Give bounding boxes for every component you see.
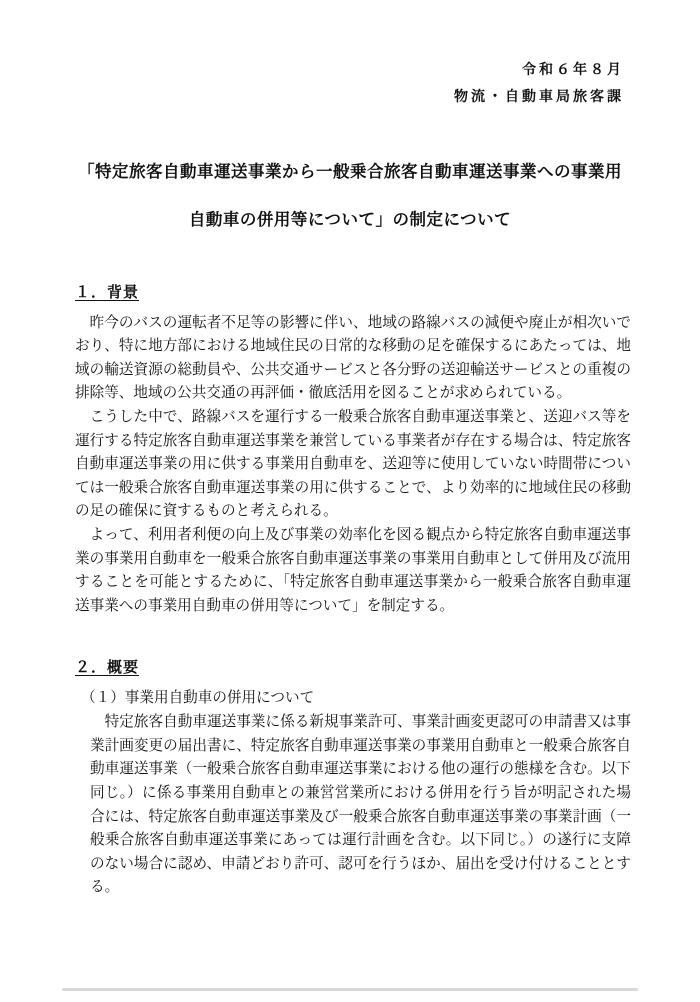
- doc-title-line1: 「特定旅客自動車運送事業から一般乗合旅客自動車運送事業への事業用: [78, 163, 622, 181]
- page-edge-line: [62, 988, 638, 991]
- background-paragraph-3: よって、利用者利便の向上及び事業の効率化を図る観点から特定旅客自動車運送事業の事業用自動車を一般乗合旅客自動車運送事業の事業用自動車として併用及び流用することを可能とするために、「特定旅客自動車運送事業から一般乗合旅客自動車運送事業への事業用自動車の併用等について」を制定する。: [75, 526, 631, 614]
- section-background: [75, 281, 631, 618]
- section-background-heading: １．背景: [75, 284, 140, 301]
- section-overview-subheading: （１）事業用自動車の併用について: [81, 689, 315, 706]
- section-overview: [75, 656, 631, 900]
- doc-title-line2: 自動車の併用等について」の制定について: [188, 211, 512, 229]
- doc-department: 物流・自動車局旅客課: [454, 88, 624, 104]
- doc-date: 令和６年８月: [522, 61, 624, 77]
- section-overview-heading: ２．概要: [75, 659, 140, 676]
- background-paragraph-2: こうした中で、路線バスを運行する一般乗合旅客自動車運送事業と、送迎バス等を運行する特定旅客自動車運送事業を兼営している事業者が存在する場合は、特定旅客自動車運送事業の用に供する事業用自動車を、送迎等に使用していない時間帯については一般乗合旅客自動車運送事業の用に供することで、より効率的に地域住民の移動の足の確保に資するものと考えられる。: [75, 408, 631, 520]
- doc-title: [40, 160, 660, 232]
- background-paragraph-1: 昨今のバスの運転者不足等の影響に伴い、地域の路線バスの減便や廃止が相次いでおり、特に地方部における地域住民の日常的な移動の足を確保するにあたっては、地域の輸送資源の総動員や、公共交通サービスと各分野の送迎輸送サービスとの重複の排除等、地域の公共交通の再評価・徹底活用を図ることが求められている。: [75, 314, 631, 402]
- doc-header: [454, 56, 624, 110]
- overview-paragraph-1: 特定旅客自動車運送事業に係る新規事業許可、事業計画変更認可の申請書又は事業計画変更の届出書に、特定旅客自動車運送事業の事業用自動車と一般乗合旅客自動車運送事業（一般乗合旅客自動車運送事業における他の運行の態様を含む。以下同じ。）に係る事業用自動車との兼営営業所における併用を行う旨が明記された場合には、特定旅客自動車運送事業及び一般乗合旅客自動車運送事業の事業計画（一般乗合旅客自動車運送事業にあっては運行計画を含む。以下同じ。）の遂行に支障のない場合に認め、申請どおり許可、認可を行うほか、届出を受け付けることとする。: [90, 714, 631, 896]
